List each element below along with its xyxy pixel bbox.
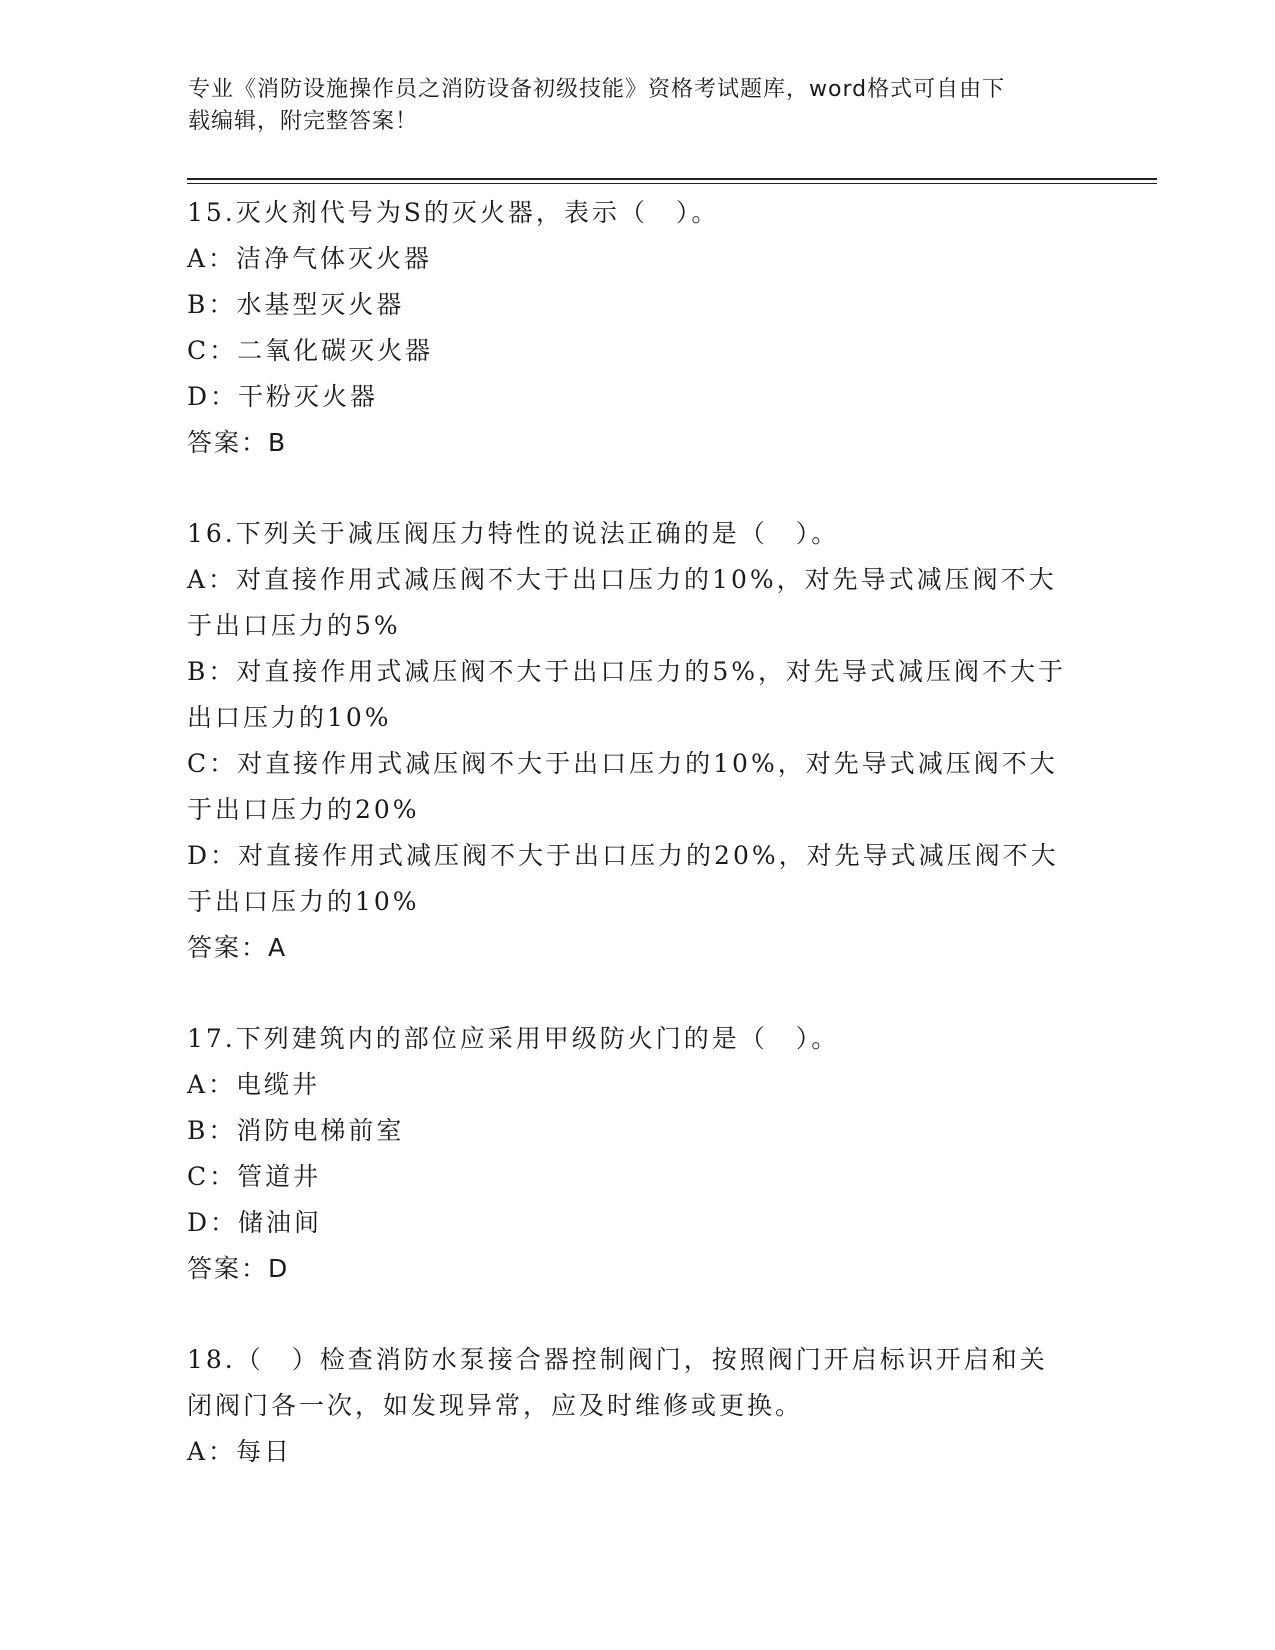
option-c: C：对直接作用式减压阀不大于出口压力的10%，对先导式减压阀不大 [187, 749, 1058, 778]
header-divider-thick [187, 178, 1157, 180]
option-a: A：每日 [187, 1437, 293, 1466]
question-spacer [187, 1292, 1087, 1337]
option-d: D：干粉灭火器 [187, 382, 379, 411]
question-17 [187, 1016, 1087, 1292]
option-b: B：消防电梯前室 [187, 1116, 405, 1145]
question-stem: 17.下列建筑内的部位应采用甲级防火门的是（ ）。 [187, 1024, 840, 1053]
question-15 [187, 190, 1087, 466]
answer: 答案：B [187, 428, 288, 457]
option-c: C：二氧化碳灭火器 [187, 336, 434, 365]
option-a: A：洁净气体灭火器 [187, 244, 433, 273]
question-spacer [187, 971, 1087, 1016]
question-stem: 18.（ ）检查消防水泵接合器控制阀门，按照阀门开启标识开启和关 [187, 1345, 1048, 1374]
document-header [188, 74, 1088, 138]
option-b: B：对直接作用式减压阀不大于出口压力的5%，对先导式减压阀不大于 [187, 657, 1067, 686]
option-d: D：对直接作用式减压阀不大于出口压力的20%，对先导式减压阀不大 [187, 841, 1059, 870]
option-b: B：水基型灭火器 [187, 290, 405, 319]
header-line-2: 载编辑，附完整答案！ [188, 109, 419, 134]
answer: 答案：D [187, 1254, 290, 1283]
header-divider-thin [187, 183, 1157, 184]
option-d: D：储油间 [187, 1208, 323, 1237]
option-c: C：管道井 [187, 1162, 322, 1191]
option-a: A：对直接作用式减压阀不大于出口压力的10%，对先导式减压阀不大 [187, 565, 1057, 594]
option-b-continued: 出口压力的10% [187, 703, 392, 732]
header-line-1: 专业《消防设施操作员之消防设备初级技能》资格考试题库，word格式可自由下 [188, 77, 1006, 102]
question-list [187, 190, 1087, 1475]
question-stem: 16.下列关于减压阀压力特性的说法正确的是（ ）。 [187, 519, 840, 548]
option-a-continued: 于出口压力的5% [187, 611, 401, 640]
question-stem: 15.灭火剂代号为S的灭火器，表示（ ）。 [187, 198, 720, 227]
question-spacer [187, 466, 1087, 511]
answer: 答案：A [187, 933, 288, 962]
question-stem-continued: 闭阀门各一次，如发现异常，应及时维修或更换。 [187, 1391, 804, 1420]
question-18 [187, 1337, 1087, 1475]
option-d-continued: 于出口压力的10% [187, 887, 420, 916]
option-c-continued: 于出口压力的20% [187, 795, 420, 824]
question-16 [187, 511, 1087, 971]
option-a: A：电缆井 [187, 1070, 321, 1099]
